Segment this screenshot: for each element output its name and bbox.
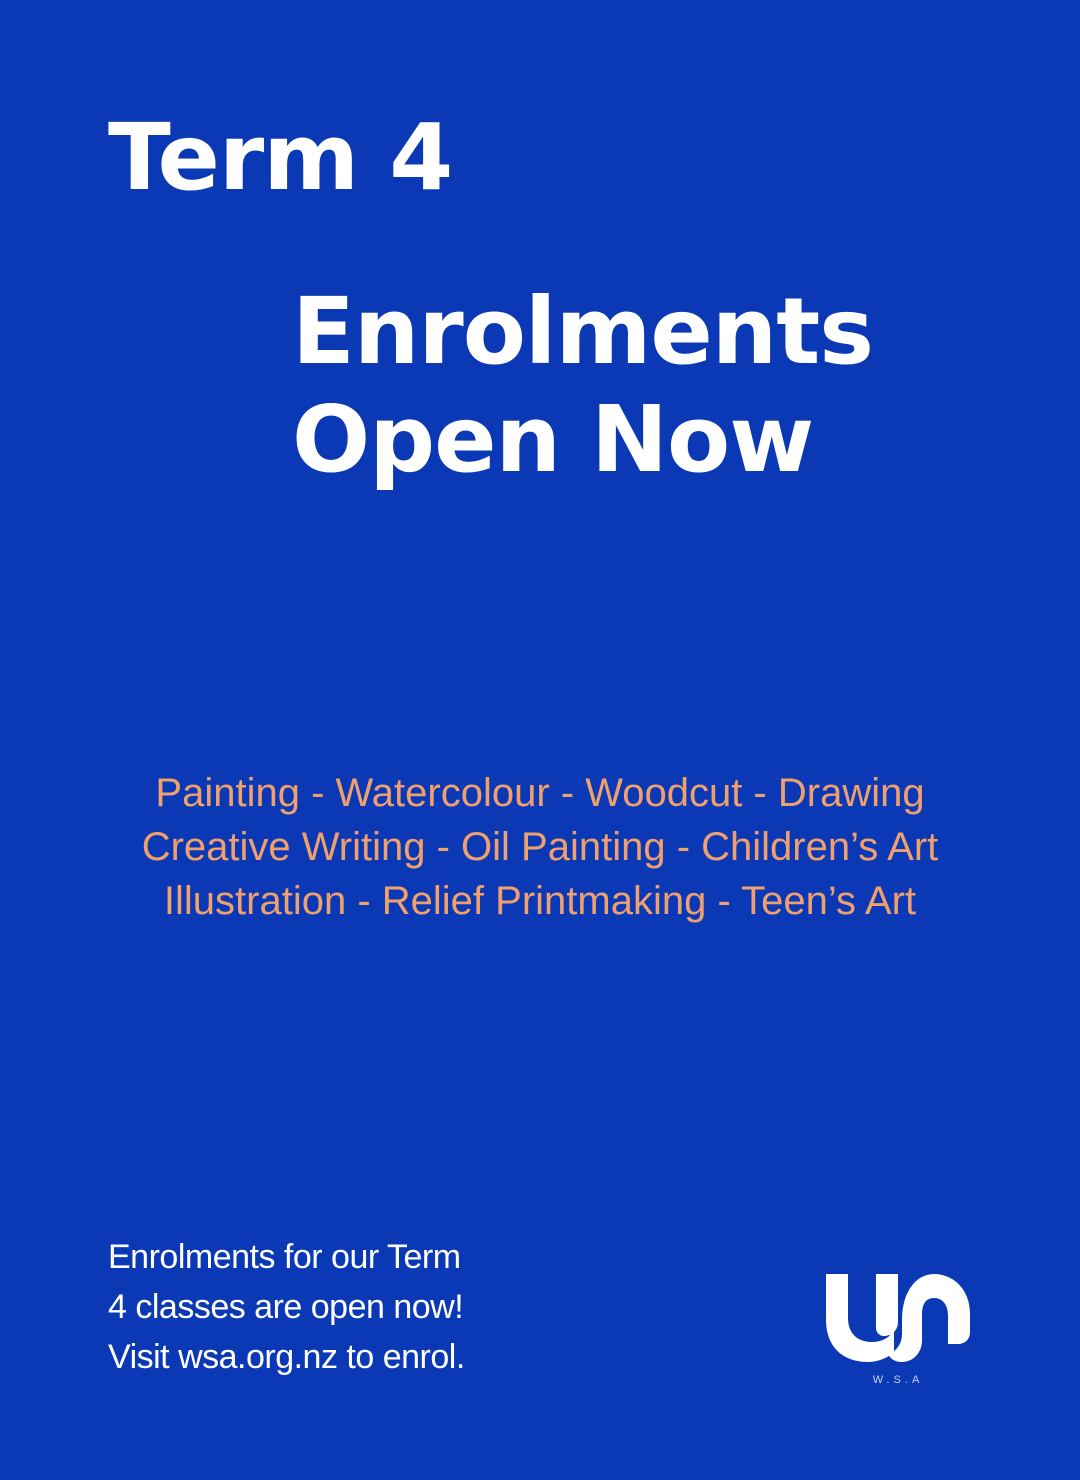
headline-line-1: Enrolments [292,278,873,385]
class-list-line-1: Painting - Watercolour - Woodcut - Drawing [155,771,925,815]
class-list-line-3: Illustration - Relief Printmaking - Teen’s Art [163,879,917,923]
class-list-line-2: Creative Writing - Oil Painting - Children’s Art [141,825,939,869]
footer-line-2: 4 classes are open now! [108,1288,464,1326]
headline-line-2: Open Now [292,386,814,493]
footer-line-1: Enrolments for our Term [108,1238,461,1276]
term-title: Term 4 [108,104,453,211]
headline [292,278,873,494]
logo-caption: W.S.A [872,1374,924,1386]
wsa-logo-icon [822,1270,974,1390]
footer-text [108,1232,465,1382]
class-list [0,766,1080,928]
footer-line-3: Visit wsa.org.nz to enrol. [108,1338,465,1376]
